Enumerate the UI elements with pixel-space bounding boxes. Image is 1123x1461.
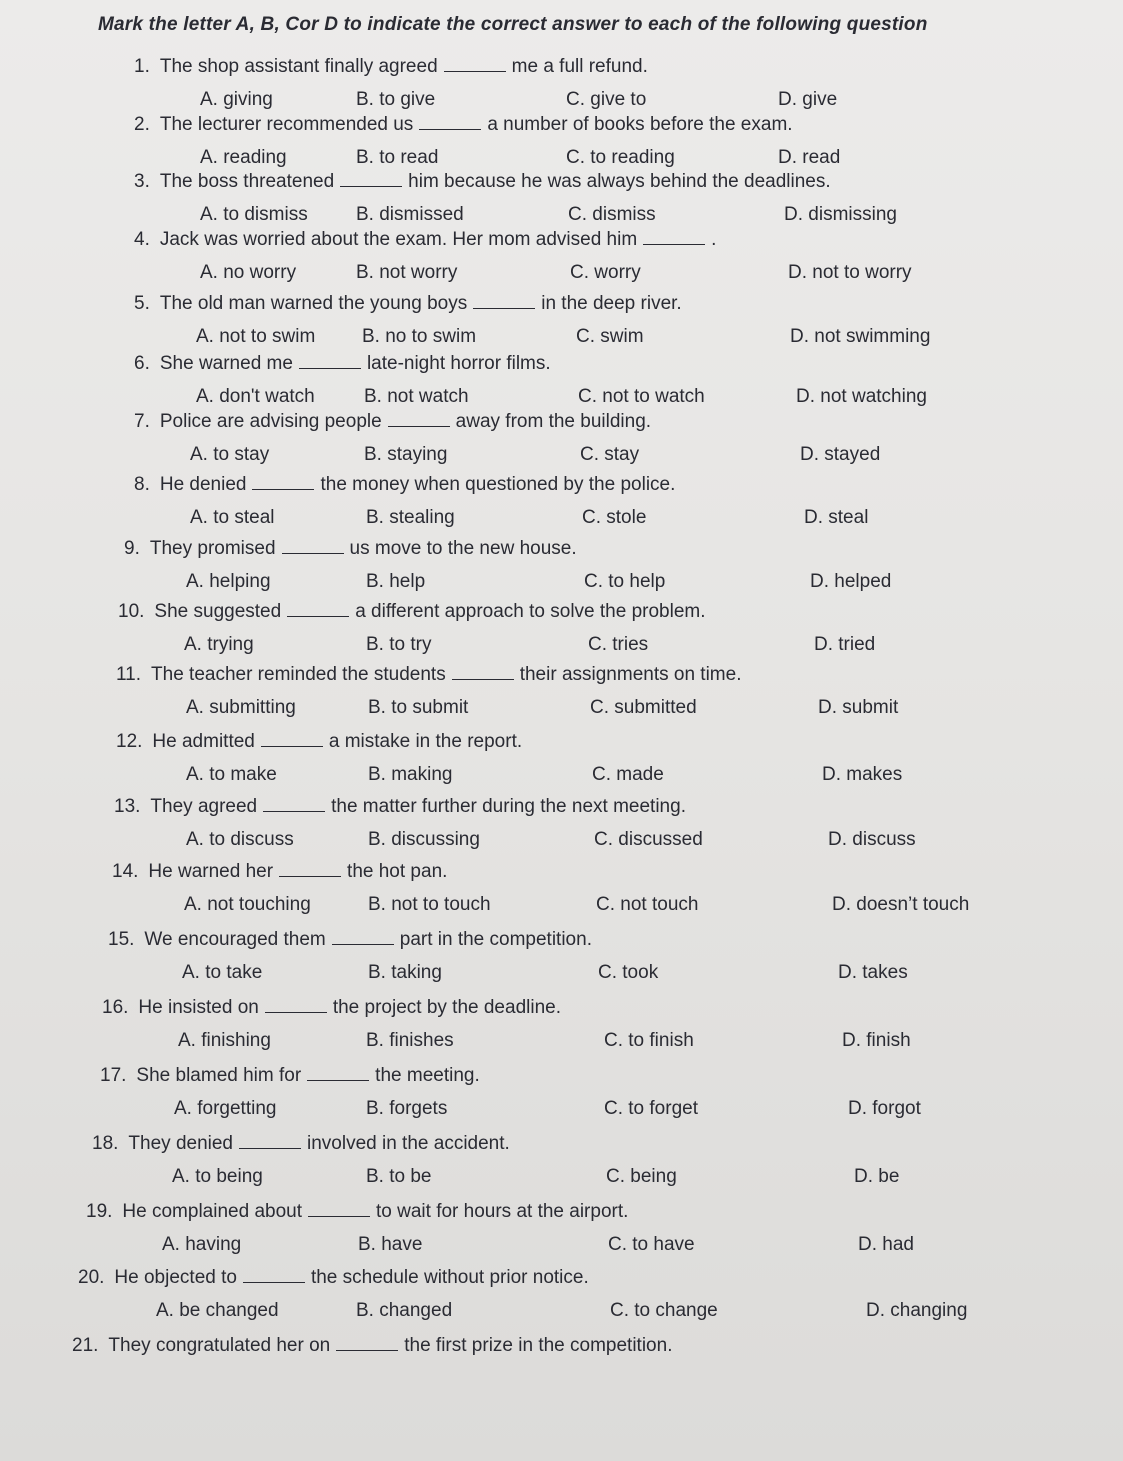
answer-blank[interactable] — [252, 473, 314, 490]
option-d[interactable]: D. not to worry — [788, 262, 912, 283]
question-text-after: me a full refund. — [511, 56, 648, 77]
option-d[interactable]: D. helped — [810, 571, 892, 592]
option-d[interactable]: D. not watching — [796, 386, 927, 407]
option-d[interactable]: D. makes — [822, 764, 903, 785]
option-a[interactable]: A. don't watch — [196, 386, 315, 407]
question-stem — [134, 292, 682, 315]
question-stem — [116, 730, 522, 753]
question-text-after: to wait for hours at the airport. — [376, 1201, 629, 1222]
option-b[interactable]: B. not worry — [356, 262, 458, 283]
question-text-after: the schedule without prior notice. — [310, 1267, 589, 1288]
option-a[interactable]: A. to stay — [190, 444, 270, 465]
question-text-after: him because he was always behind the deadlines. — [408, 171, 831, 192]
question-text-before: He denied — [159, 474, 247, 495]
question-text-after: the matter further during the next meeting. — [331, 796, 686, 817]
option-d[interactable]: D. finish — [842, 1030, 911, 1051]
question-item — [0, 928, 1123, 990]
question-text-after: a different approach to solve the problem. — [355, 601, 706, 622]
option-b[interactable]: B. stealing — [366, 507, 455, 528]
question-item — [0, 352, 1123, 414]
question-stem — [112, 860, 447, 883]
option-a[interactable]: A. not to swim — [196, 326, 316, 347]
question-text-before: The shop assistant finally agreed — [159, 56, 438, 77]
option-c[interactable]: C. made — [592, 764, 664, 785]
question-item — [0, 996, 1123, 1058]
option-a[interactable]: A. helping — [186, 571, 271, 592]
option-d[interactable]: D. tried — [814, 634, 876, 655]
answer-blank[interactable] — [332, 928, 394, 945]
question-stem — [114, 795, 686, 818]
question-number: 9. — [124, 538, 140, 559]
answer-blank[interactable] — [239, 1132, 301, 1149]
option-c[interactable]: C. to forget — [604, 1098, 698, 1119]
option-d[interactable]: D. discuss — [828, 829, 916, 850]
answer-blank[interactable] — [336, 1334, 398, 1351]
answer-blank[interactable] — [452, 663, 514, 680]
question-text-after: the meeting. — [375, 1065, 480, 1086]
question-item — [0, 170, 1123, 232]
question-number: 19. — [86, 1201, 113, 1222]
question-text-before: The teacher reminded the students — [151, 664, 446, 685]
question-stem — [134, 473, 675, 496]
question-text-before: He admitted — [152, 731, 255, 752]
question-text-before: They denied — [128, 1133, 233, 1154]
question-text-after: the hot pan. — [347, 861, 448, 882]
question-text-before: We encouraged them — [144, 929, 326, 950]
option-a[interactable]: A. to discuss — [186, 829, 294, 850]
option-b[interactable]: B. discussing — [368, 829, 480, 850]
question-text-before: Police are advising people — [159, 411, 382, 432]
question-stem — [86, 1200, 628, 1223]
question-number: 18. — [92, 1133, 119, 1154]
question-number: 11. — [116, 664, 142, 685]
question-stem — [134, 352, 551, 375]
question-text-after: . — [711, 229, 717, 250]
option-d[interactable]: D. dismissing — [784, 204, 897, 225]
option-a[interactable]: A. reading — [200, 147, 287, 168]
option-c[interactable]: C. give to — [566, 89, 647, 110]
option-d[interactable]: D. read — [778, 147, 841, 168]
question-text-after: a number of books before the exam. — [487, 114, 793, 135]
option-b[interactable]: B. making — [368, 764, 453, 785]
option-c[interactable]: C. to reading — [566, 147, 675, 168]
option-c[interactable]: C. to finish — [604, 1030, 694, 1051]
option-b[interactable]: B. to try — [366, 634, 432, 655]
option-b[interactable]: B. have — [358, 1234, 423, 1255]
question-number: 1. — [134, 56, 150, 77]
answer-blank[interactable] — [261, 730, 323, 747]
question-text-before: The boss threatened — [159, 171, 335, 192]
question-stem — [124, 537, 577, 560]
question-text-before: She warned me — [159, 353, 293, 374]
question-item — [0, 730, 1123, 792]
question-number: 6. — [134, 353, 150, 374]
option-d[interactable]: D. changing — [866, 1300, 968, 1321]
option-b[interactable]: B. finishes — [366, 1030, 454, 1051]
instruction-heading: Mark the letter A, B, Cor D to indicate the correct answer to each of the following question — [98, 14, 928, 35]
question-item — [0, 600, 1123, 662]
question-number: 5. — [134, 293, 150, 314]
answer-blank[interactable] — [308, 1200, 370, 1217]
question-text-before: He insisted on — [138, 997, 259, 1018]
answer-blank[interactable] — [299, 352, 361, 369]
question-item — [0, 473, 1123, 535]
option-b[interactable]: B. help — [366, 571, 426, 592]
question-stem — [118, 600, 706, 623]
answer-blank[interactable] — [279, 860, 341, 877]
option-b[interactable]: B. to give — [356, 89, 436, 110]
option-d[interactable]: D. be — [854, 1166, 900, 1187]
option-c[interactable]: C. dismiss — [568, 204, 656, 225]
answer-blank[interactable] — [282, 537, 344, 554]
question-text-before: Jack was worried about the exam. Her mom advised him — [159, 229, 638, 250]
question-stem — [134, 228, 716, 251]
question-number: 2. — [134, 114, 150, 135]
option-a[interactable]: A. no worry — [200, 262, 297, 283]
option-b[interactable]: B. not watch — [364, 386, 469, 407]
question-item — [0, 663, 1123, 725]
answer-blank[interactable] — [419, 113, 481, 130]
question-stem — [78, 1266, 589, 1289]
question-item — [0, 860, 1123, 922]
option-c[interactable]: C. stay — [580, 444, 640, 465]
answer-blank[interactable] — [473, 292, 535, 309]
question-text-before: They agreed — [150, 796, 258, 817]
option-d[interactable]: D. submit — [818, 697, 899, 718]
question-item — [0, 1064, 1123, 1126]
question-item — [0, 410, 1123, 472]
question-stem — [116, 663, 741, 686]
question-stem — [92, 1132, 510, 1155]
option-b[interactable]: B. no to swim — [362, 326, 477, 347]
option-d[interactable]: D. not swimming — [790, 326, 931, 347]
question-number: 14. — [112, 861, 139, 882]
option-b[interactable]: B. taking — [368, 962, 442, 983]
option-d[interactable]: D. takes — [838, 962, 908, 983]
option-c[interactable]: C. submitted — [590, 697, 697, 718]
option-c[interactable]: C. worry — [570, 262, 641, 283]
answer-blank[interactable] — [444, 55, 506, 72]
question-stem — [108, 928, 592, 951]
question-text-after: us move to the new house. — [349, 538, 577, 559]
option-b[interactable]: B. forgets — [366, 1098, 448, 1119]
question-text-after: the project by the deadline. — [332, 997, 561, 1018]
question-stem — [100, 1064, 480, 1087]
option-b[interactable]: B. to submit — [368, 697, 469, 718]
question-stem — [134, 170, 831, 193]
option-c[interactable]: C. to change — [610, 1300, 718, 1321]
option-d[interactable]: D. doesn’t touch — [832, 894, 970, 915]
question-number: 20. — [78, 1267, 105, 1288]
question-number: 16. — [102, 997, 129, 1018]
question-item — [0, 228, 1123, 290]
question-text-before: They promised — [149, 538, 276, 559]
question-text-after: the first prize in the competition. — [404, 1335, 673, 1356]
option-c[interactable]: C. took — [598, 962, 659, 983]
question-number: 17. — [100, 1065, 127, 1086]
option-c[interactable]: C. to help — [584, 571, 666, 592]
option-c[interactable]: C. swim — [576, 326, 644, 347]
option-b[interactable]: B. to read — [356, 147, 439, 168]
question-item — [0, 1132, 1123, 1194]
question-text-after: in the deep river. — [541, 293, 682, 314]
question-number: 3. — [134, 171, 150, 192]
question-number: 10. — [118, 601, 145, 622]
option-c[interactable]: C. not touch — [596, 894, 699, 915]
option-d[interactable]: D. stayed — [800, 444, 881, 465]
question-number: 21. — [72, 1335, 99, 1356]
answer-blank[interactable] — [340, 170, 402, 187]
question-text-before: He complained about — [122, 1201, 302, 1222]
option-a[interactable]: A. having — [162, 1234, 242, 1255]
question-text-after: part in the competition. — [399, 929, 592, 950]
question-item — [0, 1334, 1123, 1396]
answer-blank[interactable] — [643, 228, 705, 245]
option-a[interactable]: A. not touching — [184, 894, 311, 915]
option-c[interactable]: C. tries — [588, 634, 649, 655]
answer-blank[interactable] — [243, 1266, 305, 1283]
answer-blank[interactable] — [287, 600, 349, 617]
question-text-after: late-night horror films. — [366, 353, 551, 374]
question-text-before: He warned her — [148, 861, 274, 882]
option-a[interactable]: A. trying — [184, 634, 254, 655]
question-stem — [134, 410, 651, 433]
option-a[interactable]: A. be changed — [156, 1300, 279, 1321]
option-b[interactable]: B. changed — [356, 1300, 453, 1321]
option-a[interactable]: A. finishing — [178, 1030, 271, 1051]
question-number: 12. — [116, 731, 143, 752]
question-item — [0, 795, 1123, 857]
question-number: 13. — [114, 796, 141, 817]
question-text-before: The old man warned the young boys — [159, 293, 468, 314]
option-d[interactable]: D. forgot — [848, 1098, 921, 1119]
question-item — [0, 537, 1123, 599]
option-d[interactable]: D. steal — [804, 507, 869, 528]
option-a[interactable]: A. to dismiss — [200, 204, 308, 225]
option-d[interactable]: D. give — [778, 89, 838, 110]
option-b[interactable]: B. to be — [366, 1166, 432, 1187]
option-c[interactable]: C. to have — [608, 1234, 695, 1255]
option-a[interactable]: A. submitting — [186, 697, 296, 718]
question-stem — [134, 113, 793, 136]
question-item — [0, 1200, 1123, 1262]
option-a[interactable]: A. giving — [200, 89, 273, 110]
question-item — [0, 113, 1123, 175]
answer-blank[interactable] — [388, 410, 450, 427]
question-number: 8. — [134, 474, 150, 495]
question-text-before: They congratulated her on — [108, 1335, 331, 1356]
question-text-after: their assignments on time. — [519, 664, 742, 685]
question-item — [0, 55, 1123, 117]
question-number: 4. — [134, 229, 150, 250]
question-stem — [72, 1334, 672, 1357]
question-stem — [134, 55, 648, 78]
answer-blank[interactable] — [307, 1064, 369, 1081]
question-number: 15. — [108, 929, 135, 950]
option-a[interactable]: A. to make — [186, 764, 277, 785]
question-text-after: involved in the accident. — [307, 1133, 510, 1154]
option-a[interactable]: A. to take — [182, 962, 263, 983]
question-item — [0, 1266, 1123, 1328]
question-stem — [102, 996, 561, 1019]
option-c[interactable]: C. stole — [582, 507, 647, 528]
question-text-before: He objected to — [114, 1267, 237, 1288]
option-a[interactable]: A. forgetting — [174, 1098, 277, 1119]
question-text-before: The lecturer recommended us — [159, 114, 414, 135]
option-b[interactable]: B. dismissed — [356, 204, 464, 225]
question-text-after: the money when questioned by the police. — [320, 474, 676, 495]
option-c[interactable]: C. being — [606, 1166, 677, 1187]
answer-blank[interactable] — [265, 996, 327, 1013]
option-c[interactable]: C. discussed — [594, 829, 703, 850]
question-number: 7. — [134, 411, 150, 432]
question-text-before: She suggested — [154, 601, 282, 622]
option-c[interactable]: C. not to watch — [578, 386, 705, 407]
answer-blank[interactable] — [263, 795, 325, 812]
option-b[interactable]: B. staying — [364, 444, 448, 465]
option-d[interactable]: D. had — [858, 1234, 914, 1255]
question-item — [0, 292, 1123, 354]
question-text-before: She blamed him for — [136, 1065, 302, 1086]
option-b[interactable]: B. not to touch — [368, 894, 491, 915]
question-text-after: away from the building. — [455, 411, 652, 432]
option-a[interactable]: A. to being — [172, 1166, 263, 1187]
question-text-after: a mistake in the report. — [328, 731, 523, 752]
option-a[interactable]: A. to steal — [190, 507, 275, 528]
